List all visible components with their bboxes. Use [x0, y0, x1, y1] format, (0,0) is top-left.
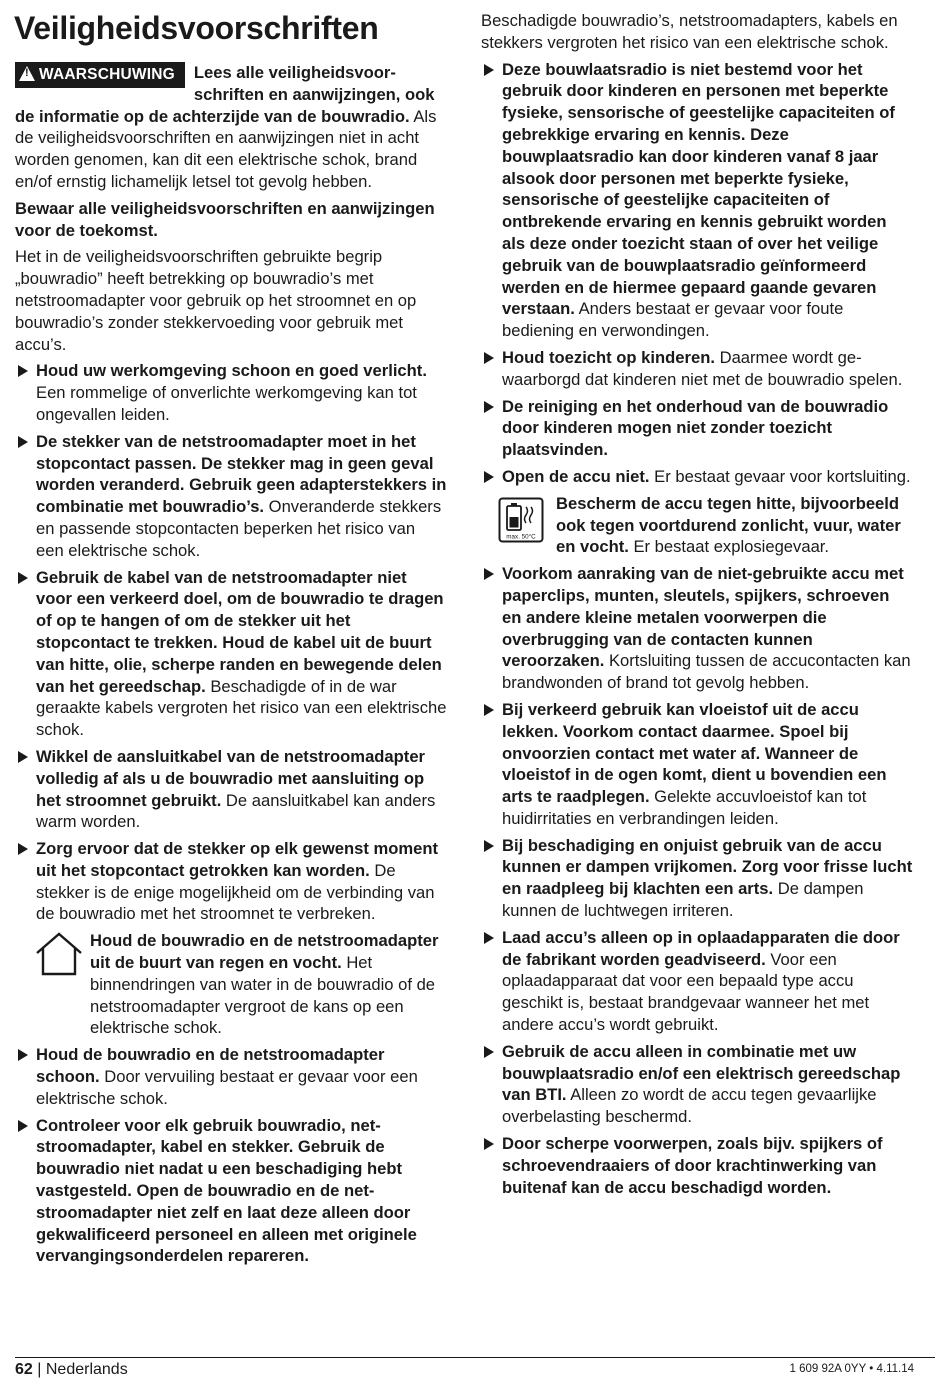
safety-item-text: De dampen kunnen de luchtwegen irriteren. [502, 879, 864, 921]
safety-item [15, 431, 447, 562]
safety-item [481, 347, 913, 391]
safety-item [15, 567, 447, 741]
battery-heat-text: Er bestaat explosiegevaar. [628, 537, 830, 557]
safety-item [15, 360, 447, 425]
intro-text: Als de veiligheidsvoorschriften en aanwijzingen niet in acht worden genomen, kan dit een elektrische schok, brand en/of ernstig lichamelijk letsel tot gevolg hebben. [15, 106, 437, 191]
right-column [481, 10, 913, 1203]
safety-item [481, 927, 913, 1036]
safety-item-bold: Voorkom aanraking van de niet-gebruikte accu met paperclips, munten, sleutels, spijkers, schroeven en andere kleine metalen voorwerpen die overbrugging van de contacten kunnen veroorzaken. [502, 564, 904, 671]
footer-divider [15, 1357, 935, 1358]
safety-item-text: Er bestaat gevaar voor kortsluiting. [649, 466, 911, 486]
safety-item-bold: Open de accu niet. [502, 466, 650, 486]
footer-separator: | [37, 1361, 42, 1378]
safety-item [481, 466, 913, 488]
house-icon [35, 932, 83, 976]
safety-item-text: Gelekte accuvloeistof kan tot huidirritaties en verbrandingen leiden. [502, 787, 867, 828]
safety-item [481, 699, 913, 830]
warning-badge-label: WAARSCHUWING [39, 66, 175, 83]
battery-icon-temp-label: max. 50°C [506, 533, 536, 541]
safety-item-text: De aansluitkabel kan anders warm worden. [36, 790, 436, 832]
safety-item-text: Daarmee wordt gewaarborgd dat kinderen niet met de bouwradio spelen. [502, 347, 903, 389]
safety-item-text: Voor een oplaadapparaat dat voor een bepaald type accu geschikt is, bestaat brandgevaar wanneer het met andere accu’s wordt gebruikt. [502, 949, 870, 1035]
safety-item-bold: Deze bouwlaatsradio is niet bestemd voor het gebruik door kinderen en personen met beperkte fysieke, sensorische of geestelijke capaciteiten of gebrekkige ervaring en kennis. Deze bouwplaatsradio kan door kinderen vanaf 8 jaar alsook door personen met beperkte fysieke, sensorische of geestelijke capaciteiten of ontbrekende ervaring en kennis gebruikt worden als deze onder toezicht staan of over het veilige gebruik van de bouwplaatsradio geïnformeerd werden en de hiermee gepaard gaande gevaren verstaan. [502, 59, 895, 319]
continued-text: Beschadigde bouwradio’s, netstroomadapters, kabels en stekkers vergroten het risico van een elektrische schok. [481, 11, 898, 52]
safety-item [481, 59, 913, 342]
safety-item-bold: Gebruik de kabel van de netstroomadapter niet voor een verkeerd doel, om de bouwradio te dragen of op te hangen of om de stekker uit het stopcontact te trekken. Houd de kabel uit de buurt van hitte, olie, scherpe randen en bewegende delen van het gereedschap. [36, 567, 444, 696]
warning-triangle-icon [19, 66, 35, 81]
safety-item [481, 1041, 913, 1128]
safety-item [15, 746, 447, 833]
safety-item [481, 563, 913, 694]
safety-item-bold: Bij verkeerd gebruik kan vloeistof uit de accu lekken. Voorkom contact daarmee. Spoel bij onvoorzien contact met water af. Wanneer de vloeistof in de ogen komt, dient u bovendien een arts te raadplegen. [502, 699, 887, 807]
safety-item-bold: De reiniging en het onderhoud van de bouwradio door kinderen mogen niet zonder toezicht plaatsvinden. [502, 396, 889, 460]
safety-item-bold: Houd uw werkomgeving schoon en goed verlicht. [36, 361, 427, 381]
page-title: Veiligheidsvoorschriften [14, 10, 379, 46]
safety-item [481, 1133, 913, 1198]
keep-instructions: Bewaar alle veiligheidsvoorschriften en aanwijzingen voor de toekomst. [15, 198, 435, 240]
warning-badge [15, 62, 185, 88]
footer-language: Nederlands [45, 1361, 128, 1378]
rain-warning-bold: Houd de bouwradio en de netstroomadapter uit de buurt van regen en vocht. [90, 931, 439, 973]
safety-item-bold: De stekker van de netstroomadapter moet in het stopcontact passen. De stekker mag in geen geval worden veranderd. Gebruik geen adapterstekkers in combinatie met bouwradio’s. [36, 431, 447, 517]
safety-item-text: Anders bestaat er gevaar voor foute bediening en verwondingen. [502, 299, 844, 341]
safety-item-bold: Zorg ervoor dat de stekker op elk gewenst moment uit het stopcontact getrokken kan worden. [36, 839, 439, 880]
rain-warning-text: Het binnendringen van water in de bouwradio of de netstroomadapter vergroot de kans op een elektrische schok. [90, 953, 436, 1038]
safety-item [481, 396, 913, 461]
footer-page-info [15, 1361, 128, 1379]
warning-intro [15, 62, 447, 193]
rain-warning-block [15, 930, 447, 1039]
safety-item-text: Onveranderde stekkers en passende stopcontacten beperken het risico van een elektrische schok. [36, 497, 442, 560]
safety-item-bold: Gebruik de accu alleen in combinatie met uw bouwplaatsradio en/of een elektrisch gereedschap van BTI. [502, 1041, 901, 1105]
safety-item-bold: Bij beschadiging en onjuist gebruik van de accu kunnen er dampen vrijkomen. Zorg voor frisse lucht en raadpleeg bij klachten een arts. [502, 835, 913, 899]
battery-heat-bold: Bescherm de accu tegen hitte, bijvoorbeeld ook tegen voortdurend zonlicht, vuur, water en vocht. [556, 493, 901, 557]
safety-item-bold: Houd de bouwradio en de netstroomadapter schoon. [36, 1045, 385, 1087]
safety-item-text: Een rommelige of onverlichte werkomgeving kan tot ongevallen leiden. [36, 383, 417, 424]
safety-item-bold: Laad accu’s alleen op in oplaadapparaten die door de fabrikant worden geadviseerd. [502, 927, 900, 969]
page-number: 62 [15, 1361, 33, 1378]
safety-item-bold: Controleer voor elk gebruik bouwradio, netstroomadapter, kabel en stekker. Gebruik de bouwradio niet nadat u een beschadiging hebt vastgesteld. Open de bouwradio en de netstroomadapter niet zelf en laat deze alleen door gekwalificeerd personeel en alleen met originele vervangingsonderdelen repareren. [36, 1115, 417, 1266]
safety-item [15, 1115, 447, 1268]
safety-item-bold: Houd toezicht op kinderen. [502, 347, 715, 367]
safety-item-text: Alleen zo wordt de accu tegen gevaarlijke overbelasting beschermd. [502, 1085, 877, 1127]
safety-item-text: De stekker is de enige mogelijkheid om de verbinding van de bouwradio met het stroomnet te verbreken. [36, 860, 435, 924]
battery-heat-icon [498, 497, 544, 543]
safety-item [15, 1044, 447, 1109]
safety-item-text: Beschadigde of in de war geraakte kabels vergroten het risico van een elektrische schok. [36, 676, 447, 740]
term-definition: Het in de veiligheidsvoorschriften gebruikte begrip „bouwradio” heeft betrekking op bouwradio’s met netstroomadapter voor gebruik op het stroomnet en op bouwradio’s zonder stekkervoeding voor gebruik met accu’s. [15, 247, 417, 354]
safety-item-bold: Wikkel de aansluitkabel van de netstroomadapter volledig af als u de bouwradio met aansluiting op het stroomnet gebruikt. [36, 746, 426, 810]
safety-item-text: Door vervuiling bestaat er gevaar voor een elektrische schok. [36, 1067, 418, 1108]
safety-item [15, 838, 447, 925]
footer-doc-code: 1 609 92A 0YY • 4.11.14 [789, 1363, 914, 1375]
battery-heat-warning-block [481, 493, 913, 558]
safety-item [481, 835, 913, 922]
safety-item-text: Kortsluiting tussen de accucontacten kan brandwonden of brand tot gevolg hebben. [502, 651, 911, 693]
safety-item-bold: Door scherpe voorwerpen, zoals bijv. spijkers of schroevendraaiers of door krachtinwerking van buitenaf kan de accu beschadigd worden. [502, 1134, 883, 1197]
left-column [15, 62, 447, 1272]
intro-bold: Lees alle veiligheidsvoorschriften en aanwijzingen, ook de informatie op de achterzijde van de bouwradio. [15, 63, 435, 126]
